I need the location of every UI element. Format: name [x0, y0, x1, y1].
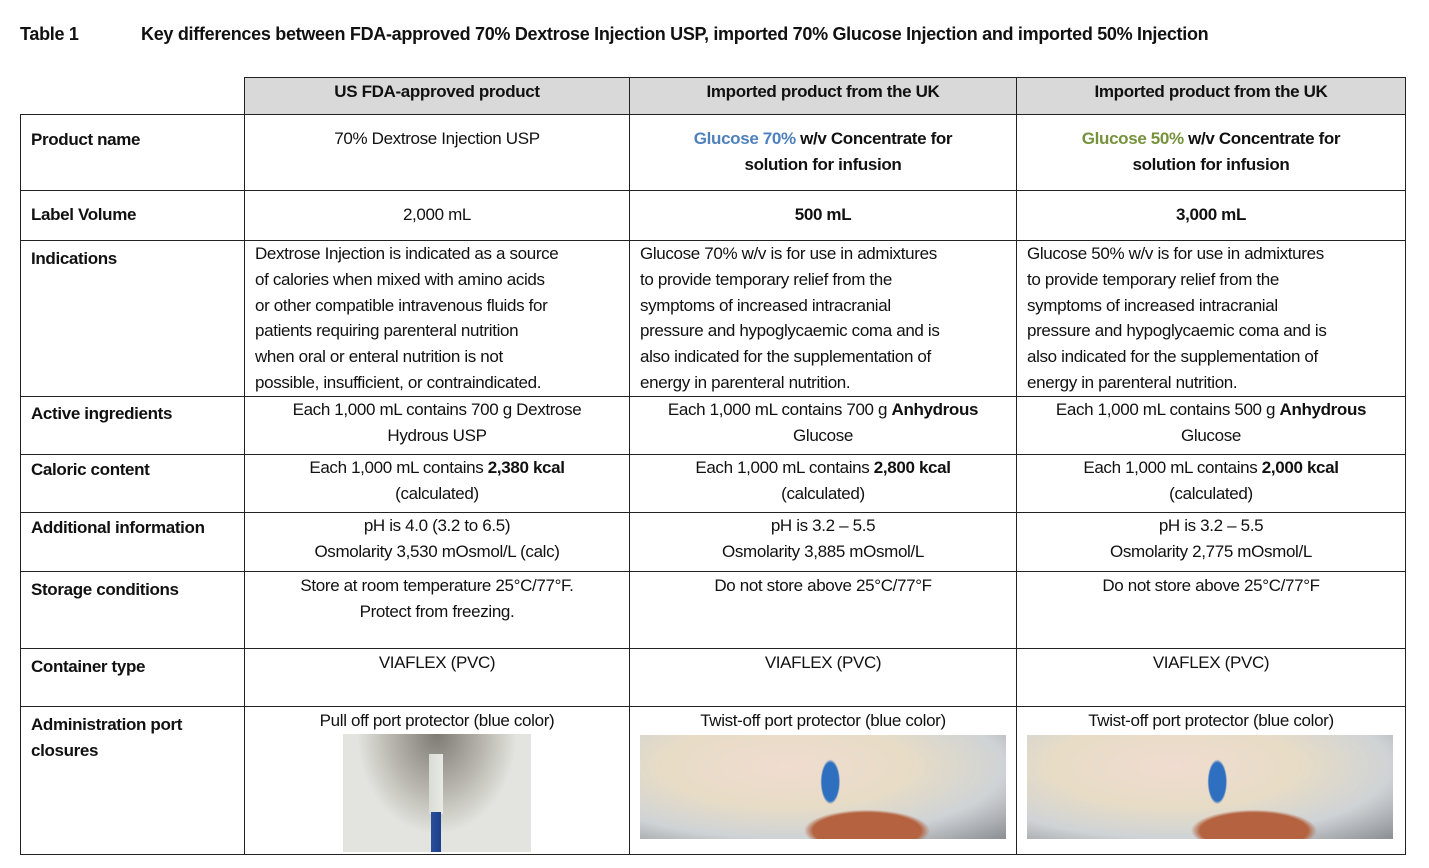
table-row: [21, 241, 1406, 397]
cell: Glucose 50% w/v is for use in admixtures to provide temporary relief from the symptoms of increased intracranial pressure and hypoglycaemic coma and is also indicated for the supplementation of energy in parenteral nutrition.: [1017, 241, 1406, 397]
comparison-table: [20, 77, 1406, 855]
row-label: Administration port closures: [21, 707, 245, 855]
cell-text: Each 1,000 mL contains 500 g: [1055, 400, 1280, 419]
row-label: Active ingredients: [21, 397, 245, 455]
row-label: Container type: [21, 649, 245, 707]
table-row: [21, 191, 1406, 241]
bold-text: 2,800 kcal: [873, 458, 951, 477]
bold-text: 2,000 kcal: [1261, 458, 1339, 477]
cell-text: Glucose: [1181, 425, 1241, 445]
cell: [245, 707, 630, 855]
bold-text: Anhydrous: [891, 400, 979, 419]
cell: VIAFLEX (PVC): [630, 649, 1017, 707]
cell-text: Twist-off port protector (blue color): [700, 711, 946, 730]
header-uk-70: Imported product from the UK: [630, 78, 1017, 115]
row-label: Label Volume: [21, 191, 245, 241]
cell-text: Glucose: [793, 425, 853, 445]
cell: Dextrose Injection is indicated as a source of calories when mixed with amino acids or other compatible intravenous fluids for patients requiring parenteral nutrition when oral or enteral nutrition is not possible, insufficient, or contraindicated.: [245, 241, 630, 397]
cell-text: (calculated): [781, 483, 865, 503]
cell: 3,000 mL: [1017, 191, 1406, 241]
cell: [630, 707, 1017, 855]
cell-text: Twist-off port protector (blue color): [1088, 711, 1334, 730]
cell: pH is 4.0 (3.2 to 6.5) Osmolarity 3,530 mOsmol/L (calc): [245, 513, 630, 572]
cell: Each 1,000 mL contains 700 g Dextrose Hydrous USP: [245, 397, 630, 455]
cell-text: w/v Concentrate for solution for infusion: [1132, 129, 1341, 174]
cell: [1017, 455, 1406, 513]
cell: pH is 3.2 – 5.5 Osmolarity 2,775 mOsmol/L: [1017, 513, 1406, 572]
highlight-text: Glucose 70%: [693, 129, 796, 148]
port-protector-photo: [640, 735, 1006, 839]
header-uk-50: Imported product from the UK: [1017, 78, 1406, 115]
bold-text: Anhydrous: [1279, 400, 1367, 419]
highlight-text: Glucose 50%: [1081, 129, 1184, 148]
table-row: [21, 455, 1406, 513]
cell: 70% Dextrose Injection USP: [245, 115, 630, 191]
cell-text: w/v Concentrate for solution for infusion: [744, 129, 953, 174]
cell: Do not store above 25°C/77°F: [630, 572, 1017, 649]
cell: Do not store above 25°C/77°F: [1017, 572, 1406, 649]
cell: [1017, 397, 1406, 455]
cell: [1017, 707, 1406, 855]
header-row: [21, 78, 1406, 115]
cell: VIAFLEX (PVC): [245, 649, 630, 707]
bold-text: 2,380 kcal: [487, 458, 565, 477]
header-us-fda: US FDA-approved product: [245, 78, 630, 115]
row-label: Caloric content: [21, 455, 245, 513]
table-row: [21, 649, 1406, 707]
cell: 2,000 mL: [245, 191, 630, 241]
row-label: Storage conditions: [21, 572, 245, 649]
cell: Glucose 70% w/v is for use in admixtures to provide temporary relief from the symptoms of increased intracranial pressure and hypoglycaemic coma and is also indicated for the supplementation of energy in parenteral nutrition.: [630, 241, 1017, 397]
cell: [630, 455, 1017, 513]
table-row: [21, 397, 1406, 455]
row-label: Product name: [21, 115, 245, 191]
cell: pH is 3.2 – 5.5 Osmolarity 3,885 mOsmol/L: [630, 513, 1017, 572]
port-protector-photo: [1027, 735, 1393, 839]
cell: [1017, 115, 1406, 191]
cell: [245, 455, 630, 513]
cell: [630, 115, 1017, 191]
table-row: [21, 572, 1406, 649]
row-label: Additional information: [21, 513, 245, 572]
cell: Store at room temperature 25°C/77°F. Protect from freezing.: [245, 572, 630, 649]
cell: 500 mL: [630, 191, 1017, 241]
cell-text: Each 1,000 mL contains: [695, 458, 874, 477]
cell-text: Each 1,000 mL contains 700 g: [667, 400, 892, 419]
cell-text: (calculated): [395, 483, 479, 503]
table-title: Key differences between FDA-approved 70% Dextrose Injection USP, imported 70% Glucose Injection and imported 50% Injection: [141, 24, 1209, 44]
table-row: [21, 513, 1406, 572]
cell: [630, 397, 1017, 455]
table-number: Table 1: [20, 24, 79, 44]
table-row: [21, 707, 1406, 855]
cell: VIAFLEX (PVC): [1017, 649, 1406, 707]
cell-text: Each 1,000 mL contains: [309, 458, 488, 477]
table-row: [21, 115, 1406, 191]
cell-text: Each 1,000 mL contains: [1083, 458, 1262, 477]
row-label: Indications: [21, 241, 245, 397]
cell-text: (calculated): [1169, 483, 1253, 503]
cell-text: Pull off port protector (blue color): [319, 711, 555, 730]
port-protector-photo: [343, 734, 531, 852]
